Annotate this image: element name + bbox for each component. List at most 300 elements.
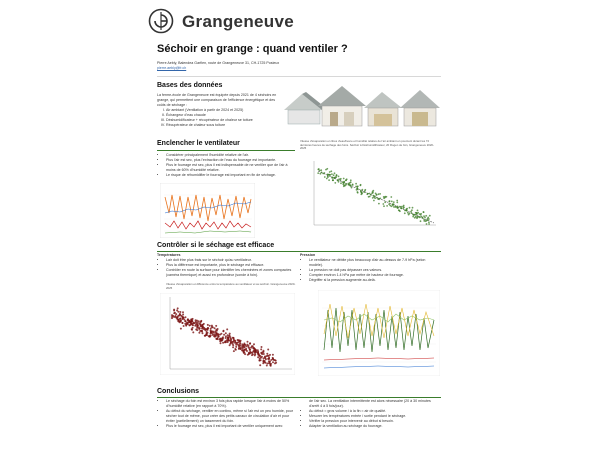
- scatter-point: [392, 205, 394, 207]
- scatter-point: [364, 189, 366, 191]
- scatter-point: [338, 176, 340, 178]
- scatter-point: [321, 172, 323, 174]
- scatter-point: [337, 179, 339, 181]
- scatter-point: [408, 214, 410, 216]
- list-item: • Le ventilateur ne débite plus beaucoup d'air au-dessus de 7-9 hPa (selon modèle).: [309, 258, 440, 268]
- scatter-point: [249, 349, 251, 351]
- scatter-point: [404, 212, 406, 214]
- list-item: • Considérer principalement l'humidité relative de l'air.: [166, 153, 297, 158]
- scatter-point: [425, 220, 427, 222]
- scatter-point: [173, 312, 175, 314]
- scatter-point: [404, 210, 406, 212]
- temperature-difference-scatter: [160, 293, 295, 375]
- scatter-point: [175, 316, 177, 318]
- scatter-point: [403, 205, 405, 207]
- section-heading-bases: Bases des données: [157, 82, 223, 89]
- scatter-point: [235, 349, 237, 351]
- scatter-point: [257, 351, 259, 353]
- scatter-point: [211, 326, 213, 328]
- scatter-point: [248, 353, 250, 355]
- scatter-point: [220, 339, 222, 341]
- temperatures-heading: Températures: [157, 253, 181, 257]
- scatter-point: [259, 360, 261, 362]
- scatter-point: [384, 197, 386, 199]
- scatter-point: [220, 333, 222, 335]
- list-item: • Le séchage du foin est environ 3 fois plus rapide lorsque l'air à moins de 50% d'humidité relative (en rapport à 70%).: [166, 399, 295, 409]
- scatter-point: [232, 343, 234, 345]
- list-item: • Au début du séchage, ventiler en continu, même si l'air est un peu humide, pour sécher tout de même, pour créer des petits canaux de circulation d'air et pour éviter (partiellement) un tassement du foin.: [166, 409, 295, 424]
- authors: [157, 61, 279, 71]
- scatter-point: [201, 331, 203, 333]
- divider: [157, 76, 441, 77]
- barn-illustration-1: [284, 92, 326, 124]
- scatter-point: [275, 362, 277, 364]
- list-item: • Plus la différence est importante, plus le séchage est efficace.: [166, 263, 297, 268]
- scatter-point: [360, 185, 362, 187]
- scatter-point: [414, 217, 416, 219]
- scatter-point: [373, 200, 375, 202]
- scatter-point: [228, 340, 230, 342]
- scatter-point: [266, 363, 268, 365]
- scatter-point: [230, 338, 232, 340]
- section-underline: [157, 150, 295, 151]
- scatter-point: [177, 316, 179, 318]
- scatter-point: [270, 359, 272, 361]
- scatter-point: [372, 191, 374, 193]
- evaporation-vs-humidity-scatter: [300, 157, 440, 237]
- scatter-point: [213, 334, 215, 336]
- scatter-point: [346, 178, 348, 180]
- barn-illustration-4: [400, 90, 440, 126]
- scatter-point: [331, 177, 333, 179]
- scatter-point: [259, 355, 261, 357]
- scatter-point: [218, 336, 220, 338]
- scatter-point: [329, 171, 331, 173]
- scatter-point: [399, 206, 401, 208]
- scatter-point: [253, 343, 255, 345]
- grangeneuve-logo-icon: [148, 8, 174, 34]
- scatter-point: [227, 338, 229, 340]
- scatter-point: [334, 182, 336, 184]
- scatter-point: [216, 330, 218, 332]
- scatter-point: [171, 314, 173, 316]
- scatter-point: [238, 345, 240, 347]
- scatter-point: [243, 352, 245, 354]
- scatter-point: [423, 215, 425, 217]
- scatter-point: [173, 309, 175, 311]
- scatter-point: [186, 322, 188, 324]
- scatter-point: [415, 214, 417, 216]
- scatter-point: [222, 330, 224, 332]
- scatter-point: [171, 317, 173, 319]
- list-item: • Compter environ 1.4 hPa par mètre de hauteur de fourrage.: [309, 273, 440, 278]
- scatter-point: [327, 176, 329, 178]
- scatter-point: [398, 210, 400, 212]
- pression-bullets: [300, 258, 440, 283]
- bases-text: [157, 93, 279, 128]
- scatter-point: [202, 332, 204, 334]
- scatter-point: [257, 354, 259, 356]
- list-item: II. Échangeur d'eau chaude: [166, 113, 279, 118]
- scatter-point: [317, 169, 319, 171]
- list-item: • Vérifier la pression pour intervenir au début si besoin.: [309, 419, 440, 424]
- scatter-point: [352, 184, 354, 186]
- scatter-point: [183, 325, 185, 327]
- scatter-point: [226, 328, 228, 330]
- scatter-point: [192, 331, 194, 333]
- scatter-point: [243, 345, 245, 347]
- scatter-point: [423, 219, 425, 221]
- scatter-point: [393, 206, 395, 208]
- scatter-point: [388, 200, 390, 202]
- scatter-point: [215, 325, 217, 327]
- scatter-point: [406, 208, 408, 210]
- authors-line: Pierre Aebly, Balendea Garfien, route de Grangeneuve 31, CH-1725 Posieux: [157, 61, 280, 65]
- scatter-point: [326, 178, 328, 180]
- scatter-point: [214, 327, 216, 329]
- barn-illustration-3: [364, 92, 402, 126]
- scatter-point: [222, 342, 224, 344]
- scatter-point: [325, 169, 327, 171]
- scatter-point: [182, 311, 184, 313]
- scatter-point: [176, 309, 178, 311]
- scatter-point: [191, 328, 193, 330]
- scatter-point: [223, 334, 225, 336]
- scatter-point: [187, 319, 189, 321]
- scatter-point: [182, 317, 184, 319]
- scatter-point: [261, 356, 263, 358]
- section-underline: [157, 397, 441, 398]
- list-item: • Adapter la ventilation au séchage du fourrage.: [309, 424, 440, 429]
- scatter-point: [272, 361, 274, 363]
- scatter-point: [273, 359, 275, 361]
- scatter-point: [412, 216, 414, 218]
- scatter-point: [197, 322, 199, 324]
- scatter-point: [419, 213, 421, 215]
- scatter-point: [317, 172, 319, 174]
- scatter-point: [428, 223, 430, 225]
- scatter-point: [190, 323, 192, 325]
- scatter-point: [417, 212, 419, 214]
- scatter-point: [369, 196, 371, 198]
- scatter-point: [265, 358, 267, 360]
- conclusions-continuation: de l'air sec. La ventilation intermittente est alors nécessaire (20 à 30 minutes d'arrêt 4 à 5 fois/jour).: [309, 399, 431, 408]
- scatter-point: [334, 172, 336, 174]
- scatter-point: [192, 324, 194, 326]
- scatter-point: [246, 350, 248, 352]
- scatter-point: [233, 337, 235, 339]
- scatter-point: [396, 200, 398, 202]
- scatter-point: [207, 324, 209, 326]
- scatter-point: [234, 341, 236, 343]
- scatter-point: [269, 364, 271, 366]
- scatter-point: [376, 194, 378, 196]
- scatter-point: [397, 206, 399, 208]
- scatter-point: [411, 212, 413, 214]
- scatter-point: [324, 176, 326, 178]
- scatter-point: [195, 329, 197, 331]
- scatter-point: [225, 335, 227, 337]
- scatter-point: [232, 346, 234, 348]
- scatter-point: [185, 325, 187, 327]
- scatter-point: [371, 192, 373, 194]
- scatter-point: [409, 207, 411, 209]
- scatter-point: [413, 214, 415, 216]
- scatter-point: [257, 356, 259, 358]
- scatter-point: [207, 332, 209, 334]
- scatter-point: [243, 350, 245, 352]
- scatter-point: [229, 333, 231, 335]
- list-item: • Plus le fourrage est sec, plus il est indispensable de ne ventiler que de l'air à moins de 60% d'humidité relative.: [166, 163, 297, 173]
- scatter-point: [266, 365, 268, 367]
- scatter-point: [370, 194, 372, 196]
- scatter-point: [374, 197, 376, 199]
- scatter-point: [246, 345, 248, 347]
- scatter-point: [225, 332, 227, 334]
- scatter-point: [419, 217, 421, 219]
- scatter-point: [383, 205, 385, 207]
- list-item: • Plus l'air est sec, plus l'extraction de l'eau du fourrage est importante.: [166, 158, 297, 163]
- scatter-point: [261, 346, 263, 348]
- scatter-point: [336, 174, 338, 176]
- scatter-point: [241, 349, 243, 351]
- scatter-point: [355, 186, 357, 188]
- bases-intro: La ferme-école de Grangeneuve est équipée depuis 2021 de 4 séchoirs en grange, qui permettent une comparaison de l'efficience énergétique et des coûts de séchage :: [157, 93, 277, 107]
- scatter-point: [350, 181, 352, 183]
- scatter-point: [345, 184, 347, 186]
- scatter-point: [268, 358, 270, 360]
- scatter-point: [191, 320, 193, 322]
- scatter-point: [357, 192, 359, 194]
- poster-title: Séchoir en grange : quand ventiler ?: [157, 43, 348, 55]
- scatter-point: [267, 349, 269, 351]
- scatter-point: [396, 202, 398, 204]
- list-item: IV. Récupérateur de chaleur sous toiture: [166, 123, 279, 128]
- scatter-point: [342, 181, 344, 183]
- scatter-point: [393, 201, 395, 203]
- scatter-point: [426, 223, 428, 225]
- scatter-point: [263, 361, 265, 363]
- barn-illustration-2: [318, 86, 366, 126]
- scatter-point: [230, 342, 232, 344]
- scatter-point: [391, 201, 393, 203]
- scatter-point: [333, 174, 335, 176]
- scatter-point: [247, 345, 249, 347]
- scatter-point: [350, 184, 352, 186]
- scatter-point: [333, 177, 335, 179]
- author-email-link[interactable]: pierre.aebly@fr.ch: [157, 66, 187, 70]
- scatter-point: [269, 354, 271, 356]
- scatter-point: [410, 211, 412, 213]
- scatter-point: [249, 342, 251, 344]
- scatter-point: [180, 328, 182, 330]
- scatter-point: [215, 338, 217, 340]
- scatter-point: [328, 179, 330, 181]
- scatter-point: [202, 328, 204, 330]
- scatter-point: [329, 174, 331, 176]
- scatter-point: [400, 208, 402, 210]
- humidity-timeseries-chart: [160, 183, 255, 238]
- scatter-point: [422, 217, 424, 219]
- scatter-point: [355, 183, 357, 185]
- scatter-point: [357, 185, 359, 187]
- scatter-point: [348, 184, 350, 186]
- scatter-point: [247, 341, 249, 343]
- list-item: I. Air ambiant (Ventilation à partir de 2024 et 2025): [166, 108, 279, 113]
- scatter-point: [193, 322, 195, 324]
- section-underline: [157, 251, 441, 252]
- scatter-point: [360, 190, 362, 192]
- scatter-point: [366, 193, 368, 195]
- scatter-caption: Vitesse d'évaporation en litres d'eau/heure et humidité relative de l'air ambiant en pourcent durant les 72 dernières heures de séchage des foins. Séchoir à Déshumidificateur, 20 Rogen de foin, Grangeneuve 2020-2025: [300, 139, 434, 151]
- scatter-point: [429, 215, 431, 217]
- scatter-point: [239, 342, 241, 344]
- scatter-point: [225, 341, 227, 343]
- list-item: • Plus le fourrage est sec, plus il est important de ventiler uniquement avec: [166, 424, 295, 429]
- scatter-point: [179, 311, 181, 313]
- scatter-point: [254, 349, 256, 351]
- conclusions-left: [157, 399, 295, 429]
- scatter-point: [378, 193, 380, 195]
- scatter-point: [266, 353, 268, 355]
- scatter-point: [417, 210, 419, 212]
- list-item: • Au début ≈ gros volume / à la fin ≈ air de qualité.: [309, 409, 440, 414]
- scatter-point: [267, 355, 269, 357]
- scatter-point: [343, 178, 345, 180]
- scatter-point: [220, 342, 222, 344]
- scatter-point: [177, 307, 179, 309]
- scatter-point: [259, 357, 261, 359]
- scatter-point: [250, 347, 252, 349]
- scatter-point: [379, 193, 381, 195]
- scatter-point: [259, 364, 261, 366]
- scatter-point: [206, 334, 208, 336]
- scatter-point: [233, 350, 235, 352]
- scatter-point: [390, 196, 392, 198]
- scatter-point: [338, 178, 340, 180]
- scatter-point: [195, 324, 197, 326]
- scatter-point: [320, 169, 322, 171]
- scatter-point: [403, 207, 405, 209]
- brand-name: Grangeneuve: [182, 12, 294, 31]
- temperatures-bullets: [157, 258, 297, 278]
- pression-timeseries-chart: [318, 290, 440, 376]
- scatter-point: [180, 320, 182, 322]
- scatter-point: [249, 351, 251, 353]
- section-heading-controler: Contrôler si le séchage est efficace: [157, 242, 275, 249]
- scatter-point: [420, 220, 422, 222]
- barn-illustrations: [282, 80, 442, 132]
- scatter-point: [222, 338, 224, 340]
- scatter-point: [338, 181, 340, 183]
- scatter-point: [195, 319, 197, 321]
- scatter-point: [331, 173, 333, 175]
- scatter-point: [207, 329, 209, 331]
- list-item: III. Déshumidificateur + récupérateur de chaleur se toiture: [166, 118, 279, 123]
- pression-heading: Pression: [300, 253, 316, 257]
- scatter-point: [327, 174, 329, 176]
- scatter-point: [412, 207, 414, 209]
- scatter-point: [386, 205, 388, 207]
- scatter-point: [330, 170, 332, 172]
- scatter-point: [388, 203, 390, 205]
- scatter-point: [322, 173, 324, 175]
- scatter-point: [428, 221, 430, 223]
- list-item: • Contrôler en route la surface pour identifier les cheminées et zones compactes (caméra thermique) et aussi en profondeur (sonde à foin).: [166, 268, 297, 278]
- scatter-point: [209, 325, 211, 327]
- scatter-point: [340, 178, 342, 180]
- scatter-point: [423, 211, 425, 213]
- scatter-point: [212, 331, 214, 333]
- scatter-point: [356, 187, 358, 189]
- scatter-point: [260, 348, 262, 350]
- scatter-point: [229, 335, 231, 337]
- scatter-point: [209, 336, 211, 338]
- scatter-point: [237, 339, 239, 341]
- scatter-point: [378, 198, 380, 200]
- scatter-point: [350, 179, 352, 181]
- scatter-point: [427, 217, 429, 219]
- scatter-point: [425, 215, 427, 217]
- scatter-point: [254, 353, 256, 355]
- scatter-point: [263, 357, 265, 359]
- scatter-point: [179, 313, 181, 315]
- temperatures-caption: Vitesse d'évaporation et différence entre la température au ventilateur et au séchoir. Grangeneuve 2020-2025: [166, 282, 296, 290]
- scatter-point: [384, 201, 386, 203]
- scatter-point: [237, 341, 239, 343]
- scatter-point: [272, 354, 274, 356]
- scatter-point: [185, 316, 187, 318]
- scatter-point: [182, 314, 184, 316]
- scatter-point: [340, 182, 342, 184]
- scatter-point: [261, 353, 263, 355]
- scatter-point: [406, 210, 408, 212]
- scatter-point: [254, 352, 256, 354]
- scatter-point: [275, 360, 277, 362]
- section-heading-enclencher: Enclencher le ventilateur: [157, 140, 240, 147]
- section-heading-conclusions: Conclusions: [157, 388, 200, 395]
- scatter-point: [217, 334, 219, 336]
- scatter-point: [198, 332, 200, 334]
- list-item: • Le risque de réhumidifier le fourrage est important en fin de séchage.: [166, 173, 297, 178]
- scatter-point: [229, 344, 231, 346]
- enclencher-bullets: [157, 153, 297, 178]
- scatter-point: [181, 322, 183, 324]
- scatter-point: [235, 346, 237, 348]
- scatter-point: [378, 203, 380, 205]
- scatter-point: [397, 207, 399, 209]
- scatter-point: [239, 347, 241, 349]
- scatter-point: [179, 318, 181, 320]
- scatter-point: [200, 321, 202, 323]
- scatter-point: [332, 179, 334, 181]
- scatter-point: [185, 320, 187, 322]
- list-item: • Dégriffer si la pression augmente au-delà.: [309, 278, 440, 283]
- scatter-point: [382, 203, 384, 205]
- scatter-point: [269, 360, 271, 362]
- scatter-point: [372, 197, 374, 199]
- scatter-point: [202, 324, 204, 326]
- scatter-point: [415, 212, 417, 214]
- list-item: • La pression ne doit pas dépasser ces valeurs.: [309, 268, 440, 273]
- scatter-point: [361, 189, 363, 191]
- scatter-point: [227, 334, 229, 336]
- conclusions-right: [300, 399, 440, 429]
- scatter-point: [416, 217, 418, 219]
- list-item: • Mesurer les températures entrée / sortie pendant le séchage.: [309, 414, 440, 419]
- scatter-point: [360, 193, 362, 195]
- scatter-point: [210, 332, 212, 334]
